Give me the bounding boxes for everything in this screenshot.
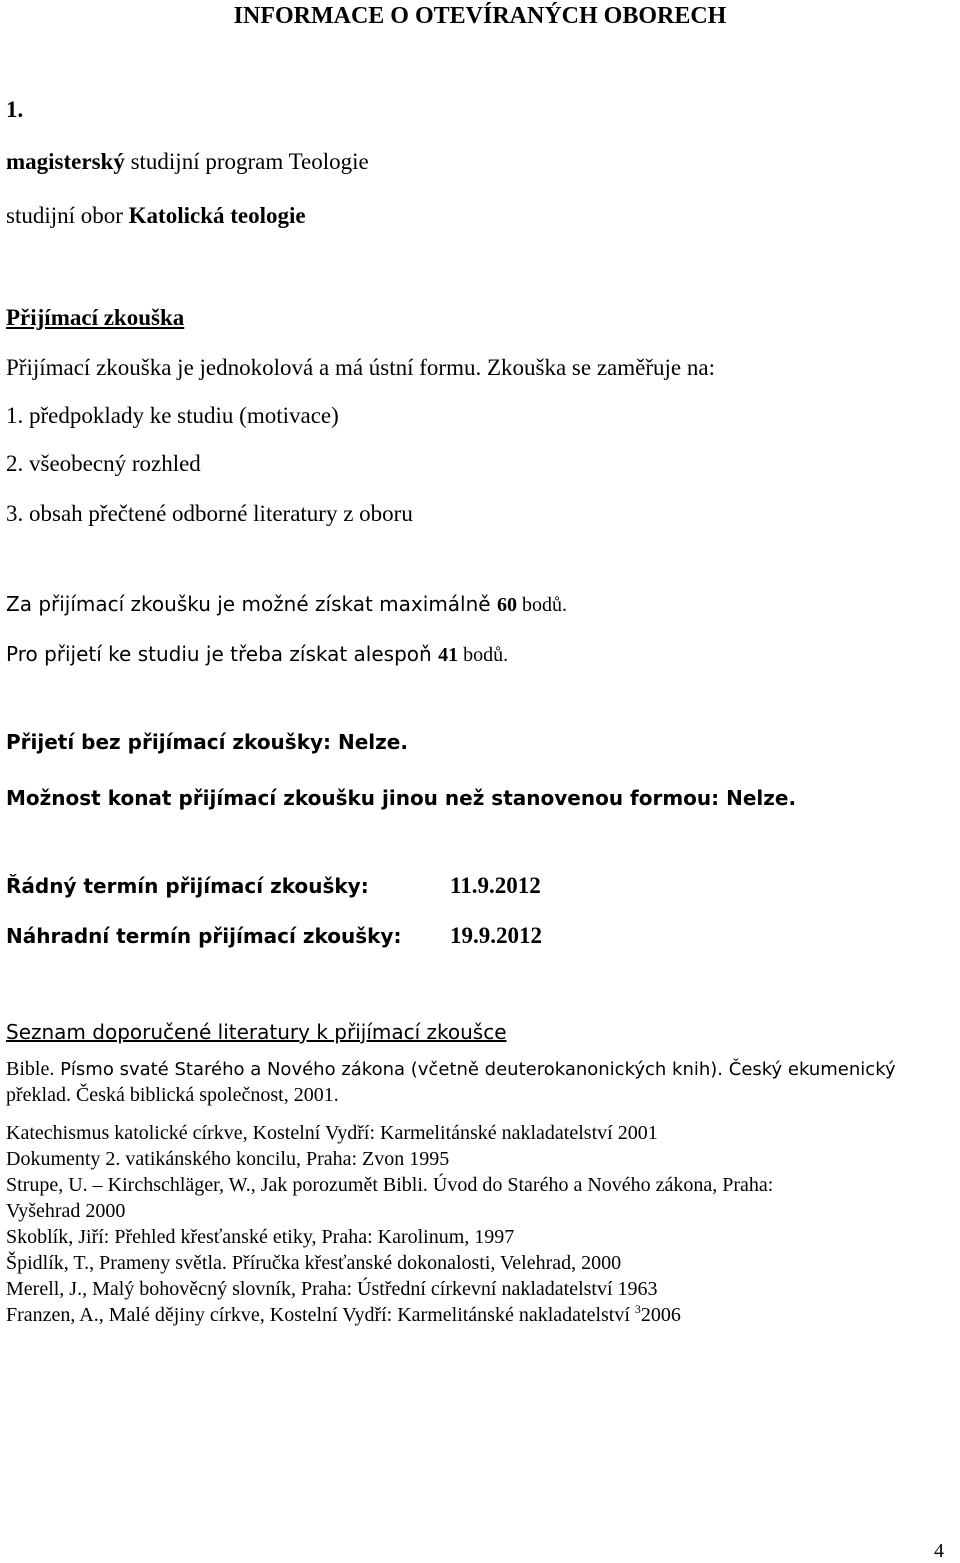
bible-label: Bible. — [6, 1058, 55, 1080]
regular-term-date: 11.9.2012 — [450, 873, 541, 898]
exam-heading: Přijímací zkouška — [6, 305, 185, 330]
literature-bible-line2: překlad. Česká biblická společnost, 2001. — [6, 1084, 339, 1106]
alternative-exam-form: Možnost konat přijímací zkoušku jinou než stanovenou formou: Nelze. — [6, 786, 797, 810]
last-entry-text: Franzen, A., Malé dějiny církve, Kostelní Vydří: Karmelitánské nakladatelství — [6, 1304, 635, 1326]
page-number: 4 — [934, 1540, 944, 1562]
admission-without-exam: Přijetí bez přijímací zkoušky: Nelze. — [6, 730, 408, 754]
substitute-term-label: Náhradní termín přijímací zkoušky: — [6, 924, 402, 948]
substitute-term-date: 19.9.2012 — [450, 923, 542, 948]
literature-entry: Vyšehrad 2000 — [6, 1200, 126, 1222]
substitute-term-line — [6, 922, 946, 950]
field-prefix: studijní obor — [6, 203, 129, 228]
literature-entry: Merell, J., Malý bohověcný slovník, Praha: Ústřední církevní nakladatelství 1963 — [6, 1278, 658, 1300]
min-points-suffix: bodů. — [458, 644, 509, 666]
literature-heading: Seznam doporučené literatury k přijímací zkoušce — [6, 1020, 507, 1044]
max-points-suffix: bodů. — [516, 594, 567, 616]
field-name: Katolická teologie — [128, 203, 306, 228]
regular-term-label: Řádný termín přijímací zkoušky: — [6, 874, 369, 898]
program-line — [6, 148, 369, 176]
document-title: INFORMACE O OTEVÍRANÝCH OBORECH — [233, 3, 727, 29]
max-points-line — [6, 590, 567, 619]
min-points-prefix: Pro přijetí ke studiu je třeba získat alespoň — [6, 642, 439, 666]
program-degree: magisterský — [6, 149, 125, 174]
regular-term-line — [6, 872, 946, 900]
max-points-value: 60 — [496, 594, 517, 616]
exam-intro: Přijímací zkouška je jednokolová a má ústní formu. Zkouška se zaměřuje na: — [6, 355, 715, 380]
literature-entry: Skoblík, Jiří: Přehled křesťanské etiky, Praha: Karolinum, 1997 — [6, 1226, 515, 1248]
literature-bible-line1 — [6, 1056, 896, 1083]
literature-entry: Strupe, U. – Kirchschläger, W., Jak porozumět Bibli. Úvod do Starého a Nového zákona, Praha: — [6, 1174, 774, 1196]
exam-item: 3. obsah přečtené odborné literatury z oboru — [6, 501, 413, 526]
program-name: studijní program Teologie — [124, 149, 369, 174]
min-points-value: 41 — [438, 644, 459, 666]
max-points-prefix: Za přijímací zkoušku je možné získat maximálně — [6, 592, 497, 616]
last-entry-year: 2006 — [640, 1304, 681, 1326]
field-line — [6, 202, 306, 230]
bible-description: Písmo svaté Starého a Nového zákona (včetně deuterokanonických knih). Český ekumenický — [54, 1059, 896, 1080]
edition-superscript: 3 — [634, 1302, 641, 1316]
literature-entry: Špidlík, T., Prameny světla. Příručka křesťanské dokonalosti, Velehrad, 2000 — [6, 1252, 622, 1274]
exam-item: 1. předpoklady ke studiu (motivace) — [6, 403, 339, 428]
exam-item: 2. všeobecný rozhled — [6, 451, 201, 476]
literature-entry: Dokumenty 2. vatikánského koncilu, Praha: Zvon 1995 — [6, 1148, 450, 1170]
section-number: 1. — [6, 97, 24, 122]
literature-entry: Katechismus katolické církve, Kostelní Vydří: Karmelitánské nakladatelství 2001 — [6, 1122, 658, 1144]
min-points-line — [6, 640, 508, 669]
literature-entry-last — [6, 1302, 681, 1328]
